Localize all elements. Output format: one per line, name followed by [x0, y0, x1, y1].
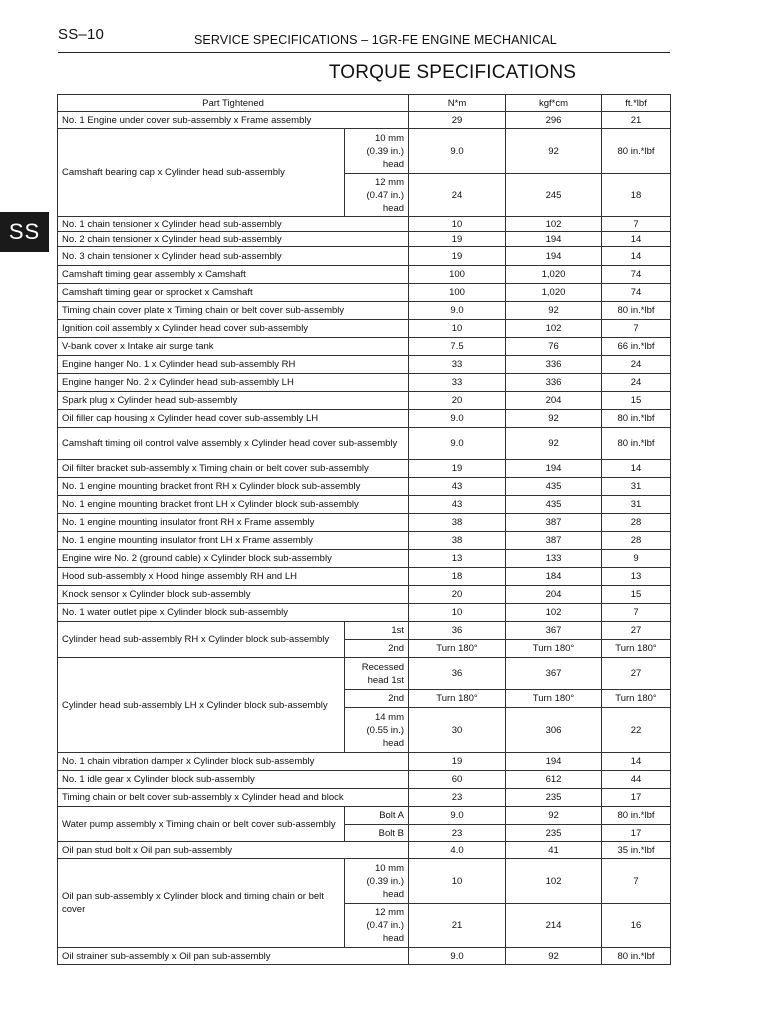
kgfcm-cell: 194 — [506, 247, 602, 266]
nm-cell: 43 — [409, 478, 506, 496]
table-row — [58, 532, 671, 550]
table-header-row — [58, 95, 671, 112]
kgfcm-cell: 184 — [506, 568, 602, 586]
nm-cell: 100 — [409, 284, 506, 302]
kgfcm-cell: 306 — [506, 708, 602, 753]
ftlbf-cell: 14 — [602, 460, 671, 478]
nm-cell: 7.5 — [409, 338, 506, 356]
condition-cell: Bolt A — [345, 807, 409, 825]
part-cell: Timing chain cover plate x Timing chain or belt cover sub-assembly — [58, 302, 409, 320]
page-number: SS–10 — [58, 26, 105, 43]
nm-cell: 33 — [409, 374, 506, 392]
nm-cell: 60 — [409, 771, 506, 789]
ftlbf-cell: 14 — [602, 753, 671, 771]
header-title: SERVICE SPECIFICATIONS – 1GR-FE ENGINE MECHANICAL — [194, 33, 557, 47]
nm-cell: 9.0 — [409, 948, 506, 965]
ftlbf-cell: 7 — [602, 217, 671, 232]
ftlbf-cell: 14 — [602, 247, 671, 266]
part-cell: Oil filter bracket sub-assembly x Timing chain or belt cover sub-assembly — [58, 460, 409, 478]
table-row — [58, 356, 671, 374]
part-cell: Knock sensor x Cylinder block sub-assembly — [58, 586, 409, 604]
nm-cell: 23 — [409, 789, 506, 807]
condition-cell: Recessed head 1st — [345, 658, 409, 690]
kgfcm-cell: 102 — [506, 859, 602, 904]
nm-cell: 20 — [409, 586, 506, 604]
nm-cell: 9.0 — [409, 428, 506, 460]
ftlbf-cell: 28 — [602, 514, 671, 532]
kgfcm-cell: 1,020 — [506, 284, 602, 302]
nm-cell: 24 — [409, 174, 506, 217]
kgfcm-cell: 235 — [506, 789, 602, 807]
nm-cell: 9.0 — [409, 807, 506, 825]
nm-cell: 19 — [409, 247, 506, 266]
table-row — [58, 410, 671, 428]
part-cell: Spark plug x Cylinder head sub-assembly — [58, 392, 409, 410]
col-header-ftlbf: ft.*lbf — [602, 95, 671, 112]
kgfcm-cell: Turn 180° — [506, 690, 602, 708]
kgfcm-cell: 92 — [506, 428, 602, 460]
ftlbf-cell: 80 in.*lbf — [602, 302, 671, 320]
table-row — [58, 550, 671, 568]
col-header-nm: N*m — [409, 95, 506, 112]
part-cell: No. 1 Engine under cover sub-assembly x Frame assembly — [58, 112, 409, 129]
kgfcm-cell: 194 — [506, 753, 602, 771]
table-row — [58, 658, 671, 690]
table-row — [58, 302, 671, 320]
ftlbf-cell: 80 in.*lbf — [602, 807, 671, 825]
nm-cell: 10 — [409, 217, 506, 232]
table-row — [58, 232, 671, 247]
table-row — [58, 374, 671, 392]
ftlbf-cell: 80 in.*lbf — [602, 428, 671, 460]
part-cell: No. 1 engine mounting bracket front RH x Cylinder block sub-assembly — [58, 478, 409, 496]
part-cell: Ignition coil assembly x Cylinder head cover sub-assembly — [58, 320, 409, 338]
nm-cell: 9.0 — [409, 302, 506, 320]
table-row — [58, 789, 671, 807]
ftlbf-cell: 31 — [602, 478, 671, 496]
nm-cell: 38 — [409, 532, 506, 550]
part-cell: Cylinder head sub-assembly RH x Cylinder block sub-assembly — [58, 622, 345, 658]
part-cell: No. 2 chain tensioner x Cylinder head sub-assembly — [58, 232, 409, 247]
table-row — [58, 338, 671, 356]
table-row — [58, 753, 671, 771]
nm-cell: Turn 180° — [409, 690, 506, 708]
table-row — [58, 948, 671, 965]
table-row — [58, 112, 671, 129]
nm-cell: 100 — [409, 266, 506, 284]
part-cell: Engine wire No. 2 (ground cable) x Cylinder block sub-assembly — [58, 550, 409, 568]
ftlbf-cell: 74 — [602, 266, 671, 284]
part-cell: No. 1 engine mounting insulator front RH x Frame assembly — [58, 514, 409, 532]
table-row — [58, 807, 671, 825]
table-row — [58, 284, 671, 302]
table-row — [58, 247, 671, 266]
kgfcm-cell: Turn 180° — [506, 640, 602, 658]
ftlbf-cell: 7 — [602, 604, 671, 622]
nm-cell: 19 — [409, 232, 506, 247]
table-row — [58, 217, 671, 232]
ftlbf-cell: 7 — [602, 320, 671, 338]
condition-cell: 10 mm (0.39 in.) head — [345, 859, 409, 904]
kgfcm-cell: 435 — [506, 478, 602, 496]
torque-spec-table — [57, 94, 671, 965]
kgfcm-cell: 102 — [506, 604, 602, 622]
kgfcm-cell: 387 — [506, 514, 602, 532]
col-header-part: Part Tightened — [58, 95, 409, 112]
part-cell: Hood sub-assembly x Hood hinge assembly RH and LH — [58, 568, 409, 586]
condition-cell: 12 mm (0.47 in.) head — [345, 904, 409, 948]
kgfcm-cell: 92 — [506, 129, 602, 174]
kgfcm-cell: 194 — [506, 232, 602, 247]
part-cell: Water pump assembly x Timing chain or belt cover sub-assembly — [58, 807, 345, 842]
part-cell: Engine hanger No. 1 x Cylinder head sub-assembly RH — [58, 356, 409, 374]
nm-cell: 33 — [409, 356, 506, 374]
ftlbf-cell: 21 — [602, 112, 671, 129]
part-cell: No. 1 engine mounting insulator front LH x Frame assembly — [58, 532, 409, 550]
table-row — [58, 266, 671, 284]
nm-cell: 20 — [409, 392, 506, 410]
part-cell: No. 1 chain vibration damper x Cylinder block sub-assembly — [58, 753, 409, 771]
kgfcm-cell: 133 — [506, 550, 602, 568]
kgfcm-cell: 92 — [506, 410, 602, 428]
kgfcm-cell: 76 — [506, 338, 602, 356]
kgfcm-cell: 235 — [506, 825, 602, 842]
nm-cell: 30 — [409, 708, 506, 753]
ftlbf-cell: 17 — [602, 789, 671, 807]
nm-cell: 38 — [409, 514, 506, 532]
kgfcm-cell: 92 — [506, 302, 602, 320]
kgfcm-cell: 387 — [506, 532, 602, 550]
part-cell: Cylinder head sub-assembly LH x Cylinder block sub-assembly — [58, 658, 345, 753]
table-row — [58, 859, 671, 904]
ftlbf-cell: 16 — [602, 904, 671, 948]
part-cell: No. 1 engine mounting bracket front LH x Cylinder block sub-assembly — [58, 496, 409, 514]
nm-cell: 43 — [409, 496, 506, 514]
condition-cell: 2nd — [345, 640, 409, 658]
nm-cell: 21 — [409, 904, 506, 948]
part-cell: V-bank cover x Intake air surge tank — [58, 338, 409, 356]
table-row — [58, 320, 671, 338]
kgfcm-cell: 92 — [506, 807, 602, 825]
ftlbf-cell: 80 in.*lbf — [602, 129, 671, 174]
nm-cell: 36 — [409, 658, 506, 690]
ftlbf-cell: 24 — [602, 356, 671, 374]
table-row — [58, 842, 671, 859]
ftlbf-cell: 9 — [602, 550, 671, 568]
kgfcm-cell: 336 — [506, 374, 602, 392]
kgfcm-cell: 102 — [506, 320, 602, 338]
part-cell: Timing chain or belt cover sub-assembly x Cylinder head and block — [58, 789, 409, 807]
table-row — [58, 496, 671, 514]
ftlbf-cell: 27 — [602, 622, 671, 640]
nm-cell: 23 — [409, 825, 506, 842]
ftlbf-cell: Turn 180° — [602, 640, 671, 658]
table-row — [58, 604, 671, 622]
nm-cell: 13 — [409, 550, 506, 568]
part-cell: No. 3 chain tensioner x Cylinder head sub-assembly — [58, 247, 409, 266]
nm-cell: 19 — [409, 460, 506, 478]
kgfcm-cell: 204 — [506, 586, 602, 604]
condition-cell: 2nd — [345, 690, 409, 708]
table-row — [58, 514, 671, 532]
table-row — [58, 622, 671, 640]
part-cell: Camshaft timing oil control valve assembly x Cylinder head cover sub-assembly — [58, 428, 409, 460]
condition-cell: 1st — [345, 622, 409, 640]
ftlbf-cell: 80 in.*lbf — [602, 948, 671, 965]
table-row — [58, 428, 671, 460]
table-row — [58, 478, 671, 496]
kgfcm-cell: 41 — [506, 842, 602, 859]
ftlbf-cell: 15 — [602, 586, 671, 604]
ftlbf-cell: 31 — [602, 496, 671, 514]
part-cell: Oil filler cap housing x Cylinder head cover sub-assembly LH — [58, 410, 409, 428]
part-cell: No. 1 idle gear x Cylinder block sub-assembly — [58, 771, 409, 789]
part-cell: Oil pan sub-assembly x Cylinder block and timing chain or belt cover — [58, 859, 345, 948]
ftlbf-cell: 13 — [602, 568, 671, 586]
ftlbf-cell: 27 — [602, 658, 671, 690]
kgfcm-cell: 245 — [506, 174, 602, 217]
part-cell: Camshaft timing gear or sprocket x Camshaft — [58, 284, 409, 302]
ftlbf-cell: 22 — [602, 708, 671, 753]
kgfcm-cell: 194 — [506, 460, 602, 478]
nm-cell: 9.0 — [409, 129, 506, 174]
ftlbf-cell: 80 in.*lbf — [602, 410, 671, 428]
ftlbf-cell: 28 — [602, 532, 671, 550]
part-cell: Oil pan stud bolt x Oil pan sub-assembly — [58, 842, 409, 859]
table-row — [58, 568, 671, 586]
col-header-kgfcm: kgf*cm — [506, 95, 602, 112]
kgfcm-cell: 1,020 — [506, 266, 602, 284]
condition-cell: 10 mm (0.39 in.) head — [345, 129, 409, 174]
table-row — [58, 771, 671, 789]
kgfcm-cell: 612 — [506, 771, 602, 789]
kgfcm-cell: 367 — [506, 658, 602, 690]
nm-cell: 9.0 — [409, 410, 506, 428]
nm-cell: 19 — [409, 753, 506, 771]
nm-cell: 18 — [409, 568, 506, 586]
table-row — [58, 392, 671, 410]
ftlbf-cell: 74 — [602, 284, 671, 302]
ftlbf-cell: Turn 180° — [602, 690, 671, 708]
ftlbf-cell: 15 — [602, 392, 671, 410]
table-row — [58, 586, 671, 604]
nm-cell: 4.0 — [409, 842, 506, 859]
kgfcm-cell: 435 — [506, 496, 602, 514]
kgfcm-cell: 204 — [506, 392, 602, 410]
section-title: TORQUE SPECIFICATIONS — [328, 62, 577, 83]
kgfcm-cell: 336 — [506, 356, 602, 374]
kgfcm-cell: 102 — [506, 217, 602, 232]
part-cell: No. 1 chain tensioner x Cylinder head sub-assembly — [58, 217, 409, 232]
kgfcm-cell: 367 — [506, 622, 602, 640]
kgfcm-cell: 92 — [506, 948, 602, 965]
ftlbf-cell: 66 in.*lbf — [602, 338, 671, 356]
ftlbf-cell: 35 in.*lbf — [602, 842, 671, 859]
section-tab: SS — [0, 212, 49, 252]
part-cell: Camshaft bearing cap x Cylinder head sub-assembly — [58, 129, 345, 217]
nm-cell: Turn 180° — [409, 640, 506, 658]
ftlbf-cell: 18 — [602, 174, 671, 217]
part-cell: No. 1 water outlet pipe x Cylinder block sub-assembly — [58, 604, 409, 622]
table-row — [58, 129, 671, 174]
ftlbf-cell: 7 — [602, 859, 671, 904]
nm-cell: 10 — [409, 859, 506, 904]
condition-cell: 12 mm (0.47 in.) head — [345, 174, 409, 217]
part-cell: Camshaft timing gear assembly x Camshaft — [58, 266, 409, 284]
kgfcm-cell: 214 — [506, 904, 602, 948]
condition-cell: Bolt B — [345, 825, 409, 842]
ftlbf-cell: 14 — [602, 232, 671, 247]
nm-cell: 10 — [409, 604, 506, 622]
part-cell: Oil strainer sub-assembly x Oil pan sub-assembly — [58, 948, 409, 965]
header-rule — [58, 52, 670, 53]
ftlbf-cell: 44 — [602, 771, 671, 789]
ftlbf-cell: 24 — [602, 374, 671, 392]
nm-cell: 29 — [409, 112, 506, 129]
condition-cell: 14 mm (0.55 in.) head — [345, 708, 409, 753]
kgfcm-cell: 296 — [506, 112, 602, 129]
table-row — [58, 460, 671, 478]
nm-cell: 10 — [409, 320, 506, 338]
part-cell: Engine hanger No. 2 x Cylinder head sub-assembly LH — [58, 374, 409, 392]
ftlbf-cell: 17 — [602, 825, 671, 842]
nm-cell: 36 — [409, 622, 506, 640]
